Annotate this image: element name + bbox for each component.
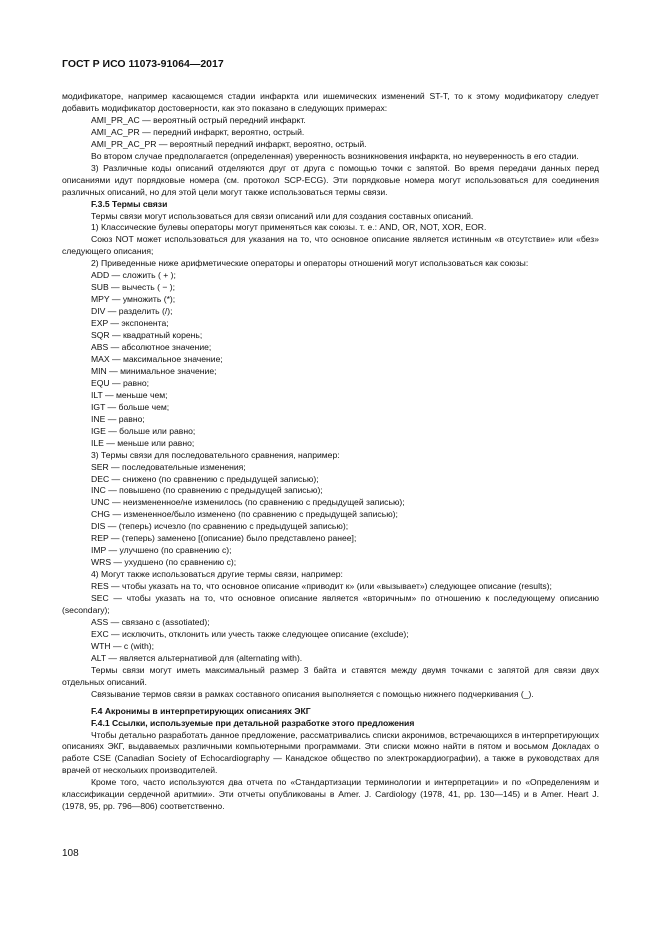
list-item: MPY — умножить (*);: [91, 294, 176, 305]
page-number: 108: [62, 848, 79, 859]
list-item: 4) Могут также использоваться другие термы связи, например:: [91, 569, 343, 580]
list-item: UNC — неизмененное/не изменилось (по сравнению с предыдущей записью);: [91, 497, 405, 508]
paragraph: 3) Различные коды описаний отделяются друг от друга с помощью точки с запятой. Во время передачи данных перед описаниями идут порядковые номера (см. протокол SCP-ECG). Эти порядковые номера могут использоваться для соединения различных описаний, но для этой цели могут также использоваться термы связи.: [62, 162, 599, 197]
list-item: WTH — с (with);: [91, 640, 155, 651]
list-item: DIS — (теперь) исчезло (по сравнению с предыдущей записью);: [91, 521, 349, 532]
list-item: AMI_AC_PR — передний инфаркт, вероятно, острый.: [91, 126, 305, 137]
list-item: CHG — измененное/было изменено (по сравнению с предыдущей записью);: [91, 509, 398, 520]
paragraph: Связывание термов связи в рамках составного описания выполняется с помощью нижнего подчеркивания (_).: [91, 688, 534, 699]
list-item: 3) Термы связи для последовательного сравнения, например:: [91, 449, 340, 460]
section-heading: F.4 Акронимы в интерпретирующих описаниях ЭКГ: [91, 705, 311, 716]
paragraph: Чтобы детально разработать данное предложение, рассматривались списки акронимов, встречающихся в интерпретирующих описаниях ЭКГ, выдаваемых различными компьютерными программами. Эти списки можно найти в пятом и восьмом Докладах о работе CSE (Canadian Society of Echocardiography — Канадское общество по электрокардиографии), а также в руководствах для врачей от нескольких производителей.: [62, 729, 599, 776]
list-item: EQU — равно;: [91, 377, 150, 388]
list-item: DEC — снижено (по сравнению с предыдущей записью);: [91, 473, 319, 484]
document-body: [62, 91, 599, 813]
list-item: INE — равно;: [91, 413, 145, 424]
list-item: IMP — улучшено (по сравнению с);: [91, 545, 232, 556]
list-item: SQR — квадратный корень;: [91, 330, 203, 341]
paragraph: Кроме того, часто используются два отчета по «Стандартизации терминологии и интерпретации» и по «Определениям и классификации сердечной аритмии». Эти отчеты опубликованы в Amer. J. Cardiology (1978, 41, pp. 130—145) и в Amer. Heart J. (1978, 95, pp. 796—806) соответственно.: [62, 777, 599, 812]
list-item: MAX — максимальное значение;: [91, 353, 223, 364]
paragraph: 2) Приведенные ниже арифметические операторы и операторы отношений могут использоваться как союзы:: [91, 258, 529, 269]
list-item: ABS — абсолютное значение;: [91, 342, 212, 353]
paragraph: Во втором случае предполагается (определенная) уверенность возникновения инфаркта, но неуверенность в его стадии.: [91, 150, 579, 161]
list-item: AMI_PR_AC_PR — вероятный передний инфаркт, вероятно, острый.: [91, 138, 367, 149]
paragraph: Союз NOT может использоваться для указания на то, что основное описание является истинным «в отсутствие» или «без» следующего описания;: [62, 234, 599, 257]
list-item: IGT — больше чем;: [91, 401, 170, 412]
list-item: ILE — меньше или равно;: [91, 437, 195, 448]
list-item: MIN — минимальное значение;: [91, 365, 217, 376]
paragraph: RES — чтобы указать на то, что основное описание «приводит к» (или «вызывает») следующее описание (results);: [91, 581, 552, 592]
list-item: SUB — вычесть ( − );: [91, 282, 176, 293]
paragraph: Термы связи могут использоваться для связи описаний или для создания составных описаний.: [91, 210, 474, 221]
list-item: IGE — больше или равно;: [91, 425, 196, 436]
list-item: ILT — меньше чем;: [91, 389, 168, 400]
document-header: ГОСТ Р ИСО 11073-91064—2017: [62, 58, 224, 70]
paragraph: SEC — чтобы указать на то, что основное описание является «вторичным» по отношению к последующему описанию (secondary);: [62, 593, 599, 615]
paragraph: 1) Классические булевы операторы могут применяться как союзы. т. е.: AND, OR, NOT, XOR, EOR.: [91, 222, 487, 233]
list-item: SER — последовательные изменения;: [91, 461, 246, 472]
paragraph: Термы связи могут иметь максимальный размер 3 байта и ставятся между двумя точками с запятой для связи двух отдельных описаний.: [62, 664, 599, 687]
list-item: DIV — разделить (/);: [91, 306, 173, 317]
list-item: INC — повышено (по сравнению с предыдущей записью);: [91, 485, 323, 496]
list-item: ALT — является альтернативой для (alternating with).: [91, 652, 303, 663]
section-heading: F.4.1 Ссылки, используемые при детальной разработке этого предложения: [91, 717, 415, 728]
list-item: EXC — исключить, отклонить или учесть также следующее описание (exclude);: [91, 628, 409, 639]
section-heading: F.3.5 Термы связи: [91, 198, 168, 209]
paragraph: модификаторе, например касающемся стадии инфаркта или ишемических изменений ST-T, то к этому модификатору следует добавить модификатор достоверности, как это показано в следующих примерах:: [62, 91, 599, 113]
list-item: WRS — ухудшено (по сравнению с);: [91, 557, 237, 568]
list-item: AMI_PR_AC — вероятный острый передний инфаркт.: [91, 114, 306, 125]
list-item: REP — (теперь) заменено [(описание) было представлено ранее];: [91, 533, 357, 544]
list-item: EXP — экспонента;: [91, 318, 169, 329]
list-item: ADD — сложить ( + );: [91, 270, 176, 281]
list-item: ASS — связано с (assotiated);: [91, 616, 210, 627]
